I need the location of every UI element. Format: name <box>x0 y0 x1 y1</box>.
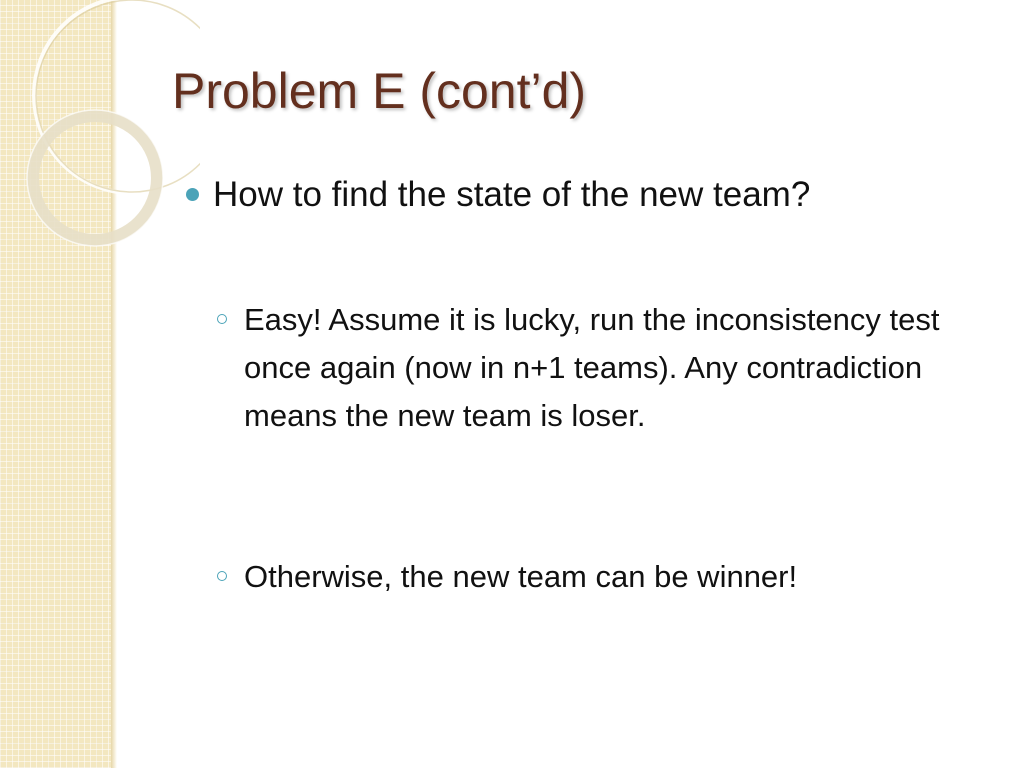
bullet-level1-text: How to find the state of the new team? <box>213 175 811 214</box>
decorative-rings <box>0 0 200 260</box>
small-ring <box>33 116 157 240</box>
bullet-level2-text: Otherwise, the new team can be winner! <box>244 559 798 594</box>
filled-circle-bullet-icon <box>186 188 199 201</box>
bullet-level2 <box>214 296 994 440</box>
bullet-level2-text: Easy! Assume it is lucky, run the inconsistency test once again (now in n+1 teams). Any contradiction means the new team is loser. <box>244 302 940 433</box>
slide-title: Problem E (cont’d) <box>172 63 587 119</box>
hollow-circle-bullet-icon <box>217 571 227 581</box>
small-ring-highlight <box>27 110 163 246</box>
hollow-circle-bullet-icon <box>217 314 227 324</box>
bullet-level2 <box>214 553 994 601</box>
